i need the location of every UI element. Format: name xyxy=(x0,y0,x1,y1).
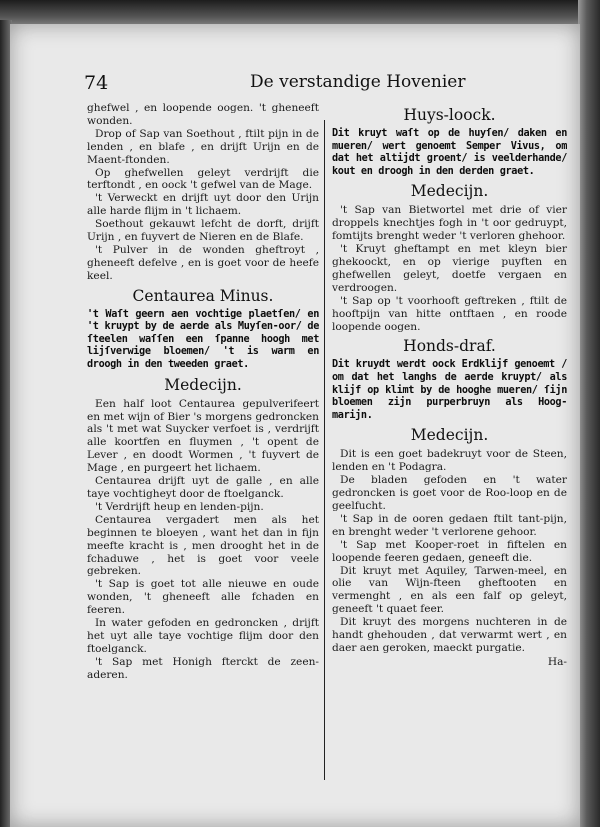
plant-description-honds-draf: Dit kruydt werdt oock Erdklijf genoemt / om dat het langhs de aerde kruypt/ als klijf op klimt by de hooghe mueren/ ſijn bloemen zijn purperbruyn als Hoog-marijn. xyxy=(332,359,567,421)
medicine-paragraph: De bladen gefoden en 't water gedroncken is goet voor de Roo-loop en de geelfucht. xyxy=(332,474,567,513)
scan-shadow-right xyxy=(578,0,600,827)
page-header xyxy=(84,72,569,94)
medicine-paragraph: 't Kruyt gheftampt en met kleyn bier ghekoockt, en op vierige puyften en ghefwellen geleyt, doetfe vergaen en verdroogen. xyxy=(332,243,567,294)
medicine-paragraph: In water gefoden en gedroncken , drijft het uyt alle taye vochtige flijm door den ftoelganck. xyxy=(87,617,319,655)
medicine-paragraph: Dit is een goet badekruyt voor de Steen, lenden en 't Podagra. xyxy=(332,448,567,474)
book-page xyxy=(10,24,580,827)
medicine-paragraph: Een half loot Centaurea gepulverifeert en met wijn of Bier 's morgens gedroncken als 't met wat Suycker verfoet is , verdrijft alle koortfen en fluymen , 't opent de Lever , en doodt Wormen , 't fuyvert de Mage , en purgeert het lichaem. xyxy=(87,397,319,475)
page-number: 74 xyxy=(84,72,109,94)
medicine-paragraph: 't Verdrijft heup en lenden-pijn. xyxy=(95,500,264,513)
right-column xyxy=(332,102,567,669)
intro-paragraph: ghefwel , en loopende oogen. 't gheneeft wonden. xyxy=(87,102,319,127)
medicine-paragraph: Dit kruyt des morgens nuchteren in de handt ghehouden , dat verwarmt wert , en daer aen geroken, maeckt purgatie. xyxy=(332,616,567,654)
medicine-paragraph: 't Sap van Bietwortel met drie of vier droppels knechtjes fogh in 't oor gedruypt, fomtijts brenght weder 't verloren ghehoor. xyxy=(332,204,567,243)
plant-heading-honds-draf: Honds-draf. xyxy=(403,337,496,356)
intro-paragraph: Op ghefwellen geleyt verdrijft die terftondt , en oock 't gefwel van de Mage. xyxy=(87,166,319,192)
medicine-paragraph: 't Sap in de ooren gedaen ftilt tant-pijn, en brenght weder 't verlorene gehoor. xyxy=(332,512,567,538)
medicine-paragraph: 't Sap is goet tot alle nieuwe en oude wonden, 't gheneeft alle fchaden en feeren. xyxy=(87,578,319,617)
medicine-paragraph: Centaurea vergadert men als het beginnen te bloeyen , want het dan in fijn meefte kracht is , men drooght het in de fchaduwe , het is goet voor veele gebreken. xyxy=(87,513,319,578)
intro-paragraph: Soethout gekauwt lefcht de dorft, drijft Urijn , en fuyvert de Nieren en de Blafe. xyxy=(87,218,319,244)
intro-paragraph: 't Verweckt en drijft uyt door den Urijn alle harde flijm in 't lichaem. xyxy=(87,192,319,218)
medicine-paragraph: Dit kruyt met Aquiley, Tarwen-meel, en olie van Wijn-fteen gheftooten en vermenght , en als een falf op geleyt, geneeft 't quaet feer. xyxy=(332,564,567,616)
intro-paragraph: Drop of Sap van Soethout , ftilt pijn in de lenden , en blafe , en drijft Urijn en de Maent-ftonden. xyxy=(87,127,319,166)
intro-paragraph: 't Pulver in de wonden gheftroyt , gheneeft defelve , en is goet voor de heefe keel. xyxy=(87,243,319,282)
left-column xyxy=(87,102,319,682)
medicine-heading: Medecijn. xyxy=(410,182,489,201)
medicine-heading: Medecijn. xyxy=(410,426,489,445)
medicine-paragraph: Centaurea drijft uyt de galle , en alle taye vochtigheyt door de ftoelganck. xyxy=(87,475,319,500)
medicine-heading: Medecijn. xyxy=(164,375,242,394)
plant-heading-centaurea: Centaurea Minus. xyxy=(132,286,274,305)
running-title: De verstandige Hovenier xyxy=(250,72,466,92)
catchword: Ha- xyxy=(547,655,567,668)
medicine-paragraph: 't Sap met Honigh fterckt de zeen-aderen. xyxy=(87,655,319,681)
medicine-paragraph: 't Sap met Kooper-roet in fiftelen en loopende feeren gedaen, geneeft die. xyxy=(332,538,567,564)
plant-description-centaurea: 't Waſt geern aen vochtige plaetſen/ en 't kruypt by de aerde als Muyſen-oor/ de ſteelen waſſen een ſpanne hoogh met lijſverwige bloemen/ 't is warm en droogh in den tweeden graet. xyxy=(87,308,319,371)
column-divider xyxy=(324,120,325,780)
medicine-paragraph: 't Sap op 't voorhooft geftreken , ftilt de hooftpijn van hitte ontftaen , en roode loopende oogen. xyxy=(332,294,567,333)
plant-description-huys-loock: Dit kruyt waſt op de huyſen/ daken en mueren/ wert genoemt Semper Vivus, om dat het altijdt groent/ is veelderhande/ kout en droogh in den derden graet. xyxy=(332,128,567,177)
plant-heading-huys-loock: Huys-loock. xyxy=(403,106,496,124)
